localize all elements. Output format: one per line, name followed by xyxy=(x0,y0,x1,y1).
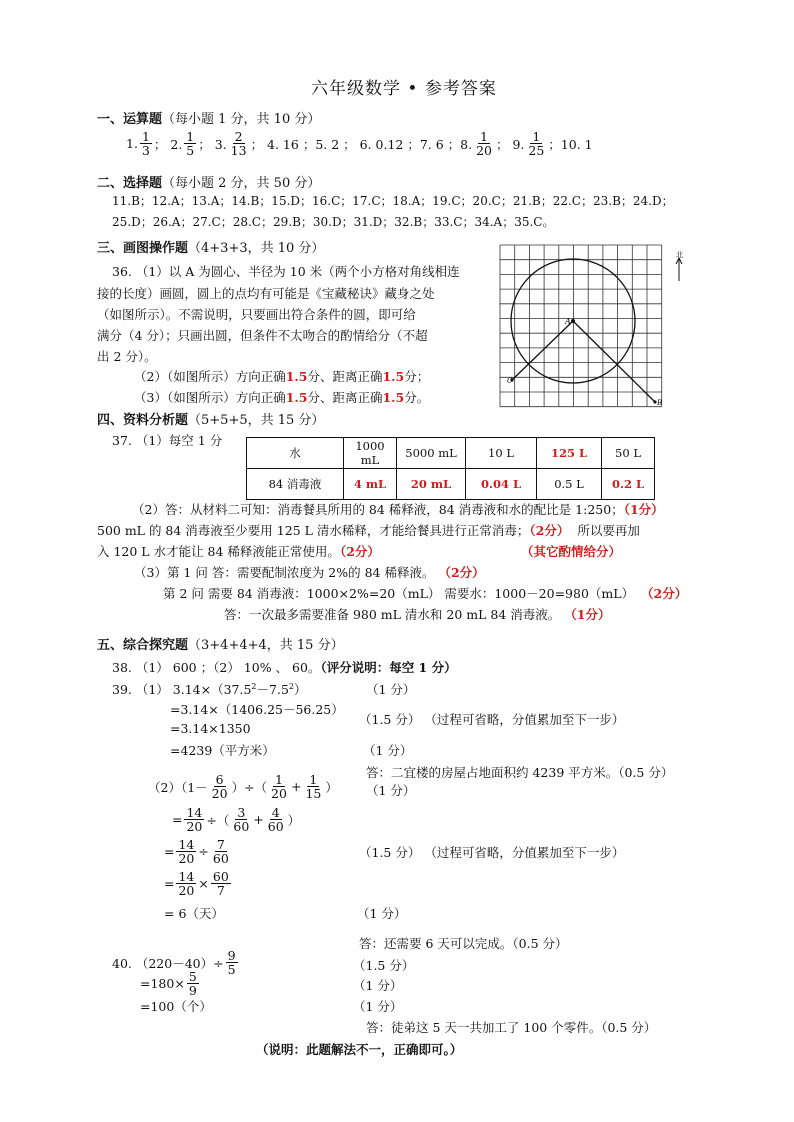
q37-2-line-3: 入 120 L 水才能让 84 稀释液能正常使用。（2分） xyxy=(97,544,380,559)
section-2-heading: 二、选择题（每小题 2 分，共 50 分） xyxy=(97,176,321,191)
section-1-heading: 一、运算题（每小题 1 分，共 10 分） xyxy=(97,112,321,127)
score: （1 分） xyxy=(357,906,407,921)
q37-2-line-2: 500 mL 的 84 消毒液至少要用 125 L 清水稀释，才能给餐具进行正常消毒；（2分） 所以要再加 xyxy=(97,523,640,538)
table-cell: 0.04 L xyxy=(466,469,537,500)
fraction: $\frac{1}{15}$ xyxy=(305,772,322,802)
q39-2-line-1: （2）（1－ $\frac{6}{20}$ ）÷（ $\frac{1}{20}$ + $\frac{1}{15}$ ） xyxy=(148,772,338,802)
score: （1.5 分） （过程可省略，分值累加至下一步） xyxy=(359,845,625,860)
q39-1-line-1: 39. （1） $3.14\times(37.5^2-7.5^2)$ xyxy=(112,681,307,697)
q36-line-2: 接的长度）画圆，圆上的点均有可能是《宝藏秘诀》藏身之处 xyxy=(97,286,435,301)
fraction: $\frac{1}{25}$ xyxy=(528,129,545,159)
section-5-heading: 五、综合探究题（3+4+4+4，共 15 分） xyxy=(97,638,344,653)
q39-1-line-2: =3.14×（1406.25－56.25） xyxy=(170,702,344,717)
fraction: $\frac{3}{60}$ xyxy=(233,805,250,835)
fraction: $\frac{4}{60}$ xyxy=(267,805,284,835)
q36-line-5: 出 2 分）。 xyxy=(97,349,157,364)
fraction: $\frac{1}{5}$ xyxy=(186,129,195,159)
page-title: 六年级数学 • 参考答案 xyxy=(311,79,497,99)
q36-line-3: （如图所示）。不需说明，只要画出符合条件的圆，即可给 xyxy=(97,307,416,322)
q40-line-2: =180× $\frac{5}{9}$ xyxy=(140,969,197,999)
q37-heading: 37. （1）每空 1 分 xyxy=(112,433,223,448)
score: （1 分） xyxy=(353,978,403,993)
fraction: $\frac{14}{20}$ xyxy=(186,805,203,835)
q37-2-line-1: （2）答：从材料二可知：消毒餐具所用的 84 稀释液，84 消毒液和水的配比是 1:250；（1分） xyxy=(132,502,664,517)
north-label: 北 xyxy=(676,251,683,259)
q40-line-1: 40. （220－40）÷ $\frac{9}{5}$ xyxy=(112,948,236,978)
q40-answer: 答：徒弟这 5 天一共加工了 100 个零件。（0.5 分） xyxy=(366,1020,657,1035)
q37-3-line-2-score: （2分） xyxy=(641,586,688,601)
point-a xyxy=(571,319,575,323)
table-cell: 0.2 L xyxy=(602,469,655,500)
table-cell: 0.5 L xyxy=(537,469,602,500)
q37-3-line-3: 答：一次最多需要准备 980 mL 清水和 20 mL 84 消毒液。 （1分） xyxy=(224,607,611,622)
table-row xyxy=(247,438,655,469)
fraction: $\frac{1}{20}$ xyxy=(271,772,287,802)
table-cell: 1000 mL xyxy=(344,438,397,469)
section-2-line-1: 11.B；12.A；13.A；14.B；15.D；16.C；17.C；18.A；19.C；20.C；21.B；22.C；23.B；24.D； xyxy=(112,194,674,208)
q36-part-2: （2）（如图所示）方向正确1.5分、距离正确1.5分； xyxy=(134,369,430,384)
q39-1-answer: 答：二宜楼的房屋占地面积约 4239 平方米。（0.5 分） xyxy=(366,765,674,780)
label-a: A xyxy=(565,317,571,326)
q37-3-line-1: （3）第 1 问 答：需要配制浓度为 2%的 84 稀释液。 （2分） xyxy=(134,565,485,580)
table-cell: 84 消毒液 xyxy=(247,469,344,500)
q39-2-line-5: = 6（天） xyxy=(164,906,224,921)
table-cell: 125 L xyxy=(537,438,602,469)
q37-3-line-2: 第 2 问 需要 84 消毒液：1000×2%=20（mL） 需要水：1000－20=980（mL） xyxy=(163,586,635,601)
q36-line-4: 满分（4 分）；只画出圆，但条件不太吻合的酌情给分（不超 xyxy=(97,328,428,343)
q39-2-line-3: = $\frac{14}{20}$ ÷ $\frac{7}{60}$ xyxy=(164,837,229,867)
fraction: $\frac{14}{20}$ xyxy=(178,837,195,867)
score: （1.5 分） xyxy=(353,958,415,973)
table-cell: 20 mL xyxy=(397,469,466,500)
fraction: $\frac{9}{5}$ xyxy=(227,948,236,978)
fraction: $\frac{5}{9}$ xyxy=(188,969,197,999)
section-2-line-2: 25.D；26.A；27.C；28.C；29.B；30.D；31.D；32.B；33.C；34.A；35.C。 xyxy=(112,215,555,229)
score: （1 分） xyxy=(366,682,416,697)
table-cell: 4 mL xyxy=(344,469,397,500)
section-4-heading: 四、资料分析题（5+5+5，共 15 分） xyxy=(97,413,325,428)
map-figure xyxy=(494,239,688,419)
table-cell: 水 xyxy=(247,438,344,469)
q40-line-3: =100（个） xyxy=(140,999,212,1014)
section-1-answers: 1. $\frac{1}{3}$ ； 2. $\frac{1}{5}$ ； 3. $\frac{2}{13}$ ； 4. 16 ；5. 2 ； 6. 0.12 ；7. 6 ；8. $\frac{1}{20}$ ； 9. $\frac{1}{25}$ ；10. 1 xyxy=(126,129,593,159)
q37-2-other: （其它酌情给分） xyxy=(521,544,622,559)
q39-2-answer: 答：还需要 6 天可以完成。（0.5 分） xyxy=(359,936,568,951)
label-b: B xyxy=(657,399,663,407)
section-3-heading: 三、画图操作题（4+3+3，共 10 分） xyxy=(97,241,325,256)
q39-2-line-4: = $\frac{14}{20}$ × $\frac{60}{7}$ xyxy=(164,869,229,899)
score: （1 分） xyxy=(366,783,416,798)
table-cell: 50 L xyxy=(602,438,655,469)
fraction: $\frac{2}{13}$ xyxy=(230,129,247,159)
dilution-table xyxy=(246,437,655,500)
fraction: $\frac{7}{60}$ xyxy=(212,837,229,867)
table-row xyxy=(247,469,655,500)
fraction: $\frac{1}{3}$ xyxy=(141,129,150,159)
fraction: $\frac{60}{7}$ xyxy=(212,869,229,899)
label-c: C xyxy=(507,377,513,385)
table-cell: 5000 mL xyxy=(397,438,466,469)
footer-note: （说明：此题解法不一，正确即可。） xyxy=(256,1042,463,1057)
line-a-to-c xyxy=(512,321,573,380)
q39-1-line-4: =4239（平方米） xyxy=(170,743,275,758)
fraction: $\frac{14}{20}$ xyxy=(178,869,195,899)
q36-part-3: （3）（如图所示）方向正确1.5分、距离正确1.5分。 xyxy=(134,390,430,405)
q36-line-1: 36. （1）以 A 为圆心、半径为 10 米（两个小方格对角线相连 xyxy=(112,264,460,279)
fraction: $\frac{1}{20}$ xyxy=(476,129,492,159)
score: （1 分） xyxy=(363,743,413,758)
score: （1 分） xyxy=(353,999,403,1014)
table-cell: 10 L xyxy=(466,438,537,469)
fraction: $\frac{6}{20}$ xyxy=(211,772,228,802)
q39-1-line-3: =3.14×1350 xyxy=(170,721,251,736)
score: （1.5 分） （过程可省略，分值累加至下一步） xyxy=(359,712,625,727)
q38-answer: 38. （1） 600 ；（2） 10% 、 60。（评分说明：每空 1 分） xyxy=(112,660,457,675)
q39-2-line-2: = $\frac{14}{20}$ ÷（ $\frac{3}{60}$ + $\frac{4}{60}$ ） xyxy=(172,805,301,835)
